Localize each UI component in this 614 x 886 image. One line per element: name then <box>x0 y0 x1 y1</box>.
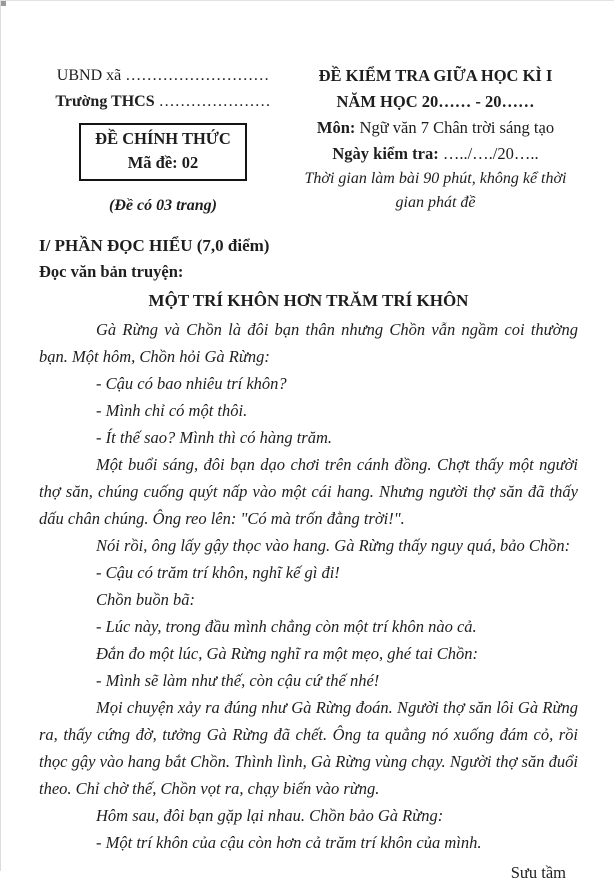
exam-date-label: Ngày kiểm tra: <box>332 144 439 163</box>
header-left-column <box>39 63 287 219</box>
subject-value: Ngữ văn 7 Chân trời sáng tạo <box>355 118 555 137</box>
school-year-line: NĂM HỌC 20…… - 20…… <box>336 92 535 111</box>
page-content <box>39 63 578 886</box>
exam-date-value: …../…./20….. <box>438 144 539 163</box>
story-paragraph: Gà Rừng và Chồn là đôi bạn thân nhưng Chồn vẫn ngầm coi thường bạn. Một hôm, Chồn hỏi Gà Rừng: <box>39 320 578 366</box>
story-paragraph: - Cậu có trăm trí khôn, nghĩ kế gì đi! <box>96 563 340 582</box>
story-paragraph: Nói rồi, ông lấy gậy thọc vào hang. Gà Rừng thấy nguy quá, bảo Chồn: <box>96 536 571 555</box>
story-paragraph: - Ít thế sao? Mình thì có hàng trăm. <box>96 428 333 447</box>
story-paragraph: Chồn buồn bã: <box>96 590 195 609</box>
commune-dots: ……………………… <box>121 67 270 84</box>
commune-label: UBND xã <box>56 67 122 84</box>
pages-note: (Đề có 03 trang) <box>109 197 217 214</box>
story-body <box>39 316 578 856</box>
story-title: MỘT TRÍ KHÔN HƠN TRĂM TRÍ KHÔN <box>148 291 469 310</box>
story-paragraph: - Mình chỉ có một thôi. <box>96 401 248 420</box>
story-paragraph: - Lúc này, trong đầu mình chẳng còn một trí khôn nào cả. <box>96 617 477 636</box>
school-line <box>39 89 287 115</box>
story-paragraph: Mọi chuyện xảy ra đúng như Gà Rừng đoán. Người thợ săn lôi Gà Rừng ra, thấy cứng đờ, tưởng Gà Rừng đã chết. Ông ta quẳng nó xuống đám cỏ, rồi thọc gậy vào hang bắt Chồn. Thình lình, Gà Rừng vùng chạy. Người thợ săn đuổi theo. Chỉ chờ thế, Chồn vọt ra, chạy biến vào rừng. <box>39 698 578 798</box>
story-paragraph: Đắn đo một lúc, Gà Rừng nghĩ ra một mẹo, ghé tai Chồn: <box>96 644 479 663</box>
exam-title: ĐỀ KIỂM TRA GIỮA HỌC KÌ I <box>318 66 553 85</box>
duration-note: Thời gian làm bài 90 phút, không kể thời gian phát đề <box>304 170 567 211</box>
commune-line <box>39 63 287 89</box>
story-paragraph: Hôm sau, đôi bạn gặp lại nhau. Chồn bảo Gà Rừng: <box>96 806 444 825</box>
header-right-column <box>287 63 578 215</box>
school-label: Trường THCS <box>55 93 155 110</box>
story-paragraph: Một buổi sáng, đôi bạn dạo chơi trên cánh đồng. Chợt thấy một người thợ săn, chúng cuống quýt nấp vào một cái hang. Nhưng người thợ săn đã thấy dấu chân chúng. Ông reo lên: "Có mà trốn đằng trời!". <box>39 455 578 528</box>
reading-instruction: Đọc văn bản truyện: <box>39 262 184 281</box>
exam-header <box>39 63 578 219</box>
section-heading: I/ PHẦN ĐỌC HIỂU (7,0 điểm) <box>39 236 270 255</box>
exam-code: Mã đề: 02 <box>127 153 199 172</box>
exam-date-line <box>293 141 578 167</box>
subject-label: Môn: <box>316 118 356 137</box>
source-credit: Sưu tầm <box>510 863 566 882</box>
official-exam-label: ĐỀ CHÍNH THỨC <box>95 129 231 148</box>
story-paragraph: - Mình sẽ làm như thế, còn cậu cứ thế nhé! <box>96 671 380 690</box>
story-paragraph: - Một trí khôn của cậu còn hơn cả trăm trí khôn của mình. <box>96 833 482 852</box>
school-dots: ………………… <box>154 93 271 110</box>
official-exam-box <box>79 123 247 181</box>
subject-line <box>293 115 578 141</box>
story-paragraph: - Cậu có bao nhiêu trí khôn? <box>96 374 287 393</box>
scan-edge-artifact <box>1 1 6 6</box>
